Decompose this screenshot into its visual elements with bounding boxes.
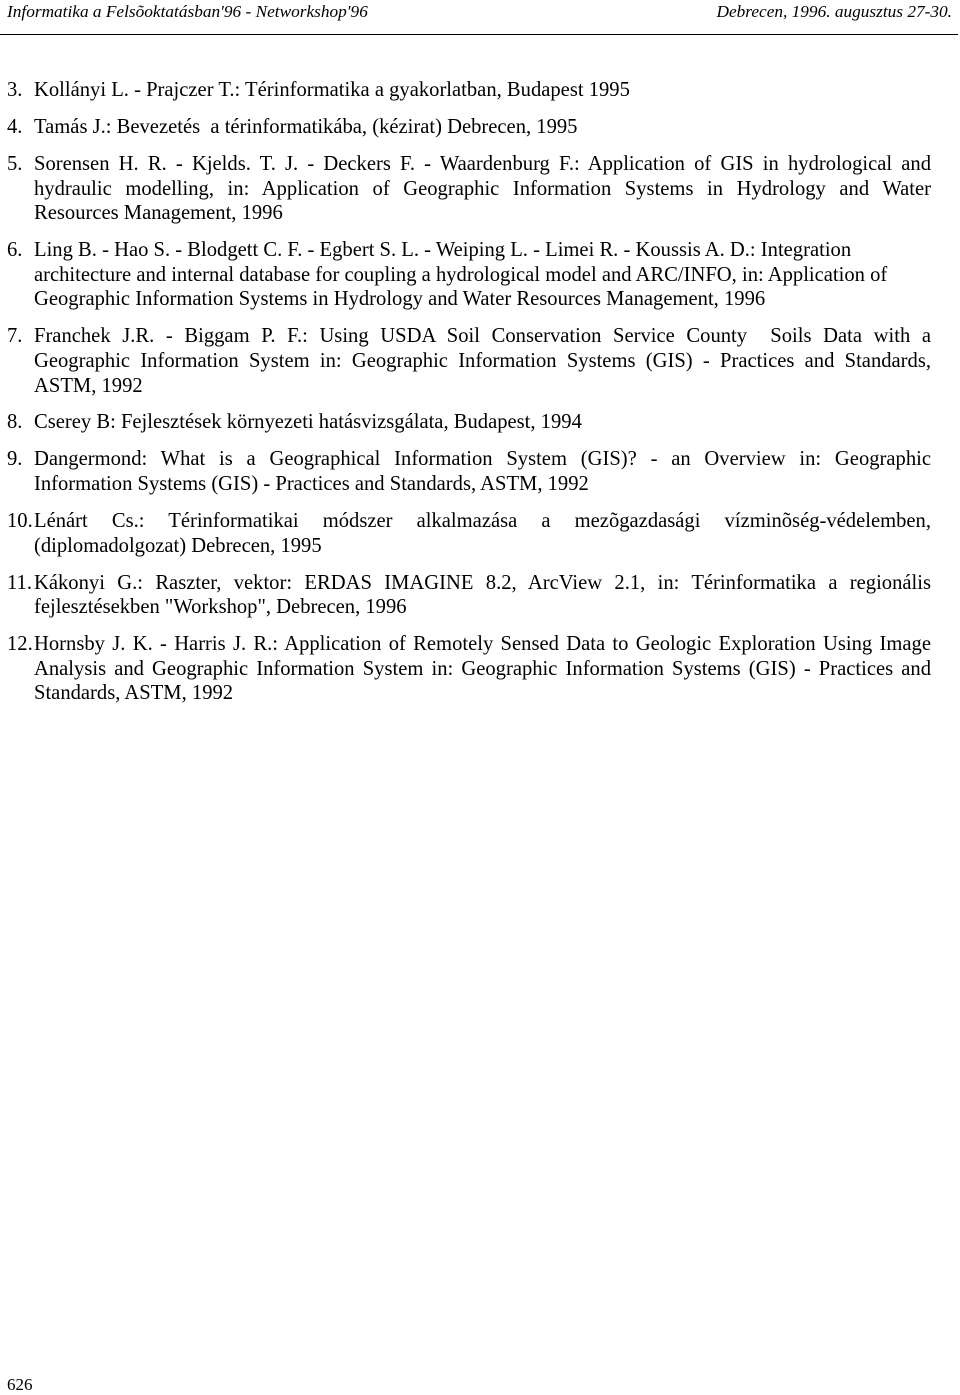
reference-item-4 xyxy=(0,115,960,140)
reference-line: Tamás J.: Bevezetés a térinformatikába, (kézirat) Debrecen, 1995 xyxy=(34,115,578,138)
reference-number: 6. xyxy=(7,239,23,262)
reference-item-5 xyxy=(0,152,960,226)
reference-number: 9. xyxy=(7,448,23,471)
reference-item-12 xyxy=(0,632,960,706)
reference-line: Hornsby J. K. - Harris J. R.: Application of Remotely Sensed Data to Geologic Exploration Using Image xyxy=(34,633,931,656)
reference-item-6 xyxy=(0,238,960,312)
reference-number: 10. xyxy=(7,510,33,533)
reference-item-7 xyxy=(0,324,960,398)
reference-number: 3. xyxy=(7,79,23,101)
reference-line: Lénárt Cs.: Térinformatikai módszer alkalmazása a mezõgazdasági vízminõség-védelemben, xyxy=(34,510,931,533)
reference-line: hydraulic modelling, in: Application of Geographic Information Systems in Hydrology and Water xyxy=(34,177,931,200)
running-header-date: Debrecen, 1996. augusztus 27-30. xyxy=(716,2,952,21)
reference-line: Cserey B: Fejlesztések környezeti hatásvizsgálata, Budapest, 1994 xyxy=(34,411,582,434)
reference-line: Sorensen H. R. - Kjelds. T. J. - Deckers F. - Waardenburg F.: Application of GIS in hydrological and xyxy=(34,152,931,175)
reference-line: Information Systems (GIS) - Practices and Standards, ASTM, 1992 xyxy=(34,473,589,496)
header-rule xyxy=(0,34,958,35)
reference-line: fejlesztésekben "Workshop", Debrecen, 1996 xyxy=(34,596,407,619)
reference-list xyxy=(0,78,960,718)
reference-line: Standards, ASTM, 1992 xyxy=(34,682,234,705)
reference-item-3 xyxy=(0,78,960,103)
reference-line: Resources Management, 1996 xyxy=(34,202,283,225)
reference-line: Geographic Information System in: Geographic Information Systems (GIS) - Practices and Standards, xyxy=(34,349,931,372)
reference-number: 7. xyxy=(7,325,23,348)
reference-item-9 xyxy=(0,447,960,496)
reference-number: 5. xyxy=(7,152,23,175)
reference-line: Kollányi L. - Prajczer T.: Térinformatika a gyakorlatban, Budapest 1995 xyxy=(34,79,630,101)
reference-line: Franchek J.R. - Biggam P. F.: Using USDA Soil Conservation Service County Soils Data with a xyxy=(34,325,931,348)
reference-line: Kákonyi G.: Raszter, vektor: ERDAS IMAGINE 8.2, ArcView 2.1, in: Térinformatika a regionális xyxy=(34,571,931,594)
reference-item-11 xyxy=(0,571,960,620)
page-number: 626 xyxy=(7,1375,33,1394)
reference-item-10 xyxy=(0,509,960,558)
reference-number: 12. xyxy=(7,633,33,656)
reference-line: architecture and internal database for coupling a hydrological model and ARC/INFO, in: Application of xyxy=(34,263,888,286)
reference-number: 11. xyxy=(7,571,32,594)
reference-line: Ling B. - Hao S. - Blodgett C. F. - Egbert S. L. - Weiping L. - Limei R. - Koussis A. D.: Integration xyxy=(34,239,852,262)
reference-line: Dangermond: What is a Geographical Information System (GIS)? - an Overview in: Geographic xyxy=(34,448,931,471)
reference-line: (diplomadolgozat) Debrecen, 1995 xyxy=(34,534,322,557)
reference-line: ASTM, 1992 xyxy=(34,374,143,397)
reference-number: 4. xyxy=(7,115,23,138)
reference-number: 8. xyxy=(7,411,23,434)
reference-item-8 xyxy=(0,410,960,435)
reference-line: Geographic Information Systems in Hydrology and Water Resources Management, 1996 xyxy=(34,288,766,311)
reference-line: Analysis and Geographic Information System in: Geographic Information Systems (GIS) - Practices and xyxy=(34,657,931,680)
running-header-title: Informatika a Felsõoktatásban′96 - Networkshop′96 xyxy=(7,2,368,21)
